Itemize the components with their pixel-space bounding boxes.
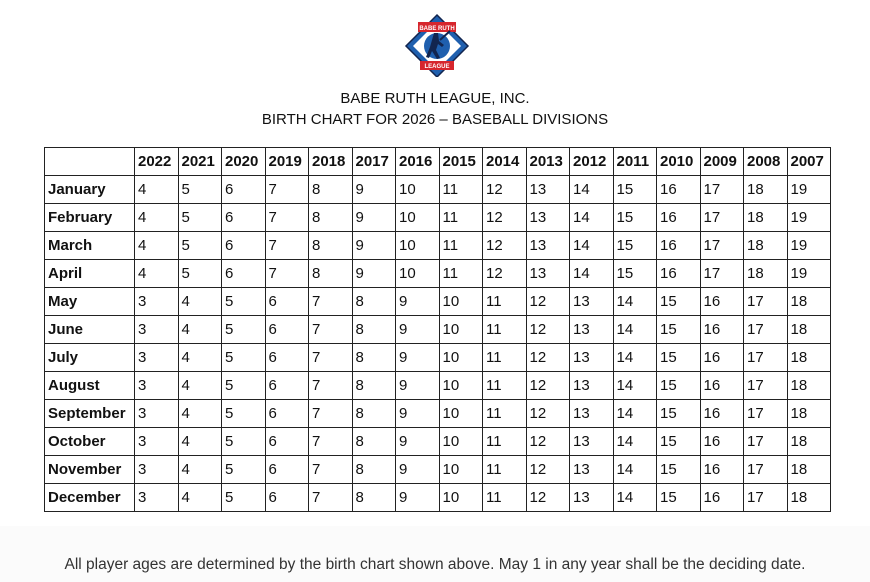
age-cell: 11 [483, 456, 527, 484]
month-label: November [45, 456, 135, 484]
age-cell: 13 [570, 484, 614, 512]
age-cell: 6 [265, 456, 309, 484]
age-cell: 5 [222, 288, 266, 316]
age-cell: 9 [352, 204, 396, 232]
age-cell: 15 [613, 260, 657, 288]
age-cell: 12 [526, 316, 570, 344]
age-cell: 11 [483, 372, 527, 400]
age-cell: 13 [526, 176, 570, 204]
month-label: July [45, 344, 135, 372]
logo-bottom-text: LEAGUE [424, 64, 450, 70]
table-row [45, 176, 831, 204]
age-cell: 10 [439, 372, 483, 400]
age-cell: 15 [657, 344, 701, 372]
year-header-2015: 2015 [439, 148, 483, 176]
age-cell: 18 [787, 316, 831, 344]
age-cell: 14 [613, 288, 657, 316]
age-cell: 5 [178, 176, 222, 204]
age-cell: 18 [787, 428, 831, 456]
age-cell: 4 [178, 400, 222, 428]
age-cell: 7 [265, 204, 309, 232]
age-cell: 16 [700, 484, 744, 512]
age-cell: 4 [135, 232, 179, 260]
age-cell: 6 [265, 316, 309, 344]
age-cell: 5 [178, 204, 222, 232]
age-cell: 13 [526, 204, 570, 232]
age-cell: 5 [222, 456, 266, 484]
age-cell: 12 [526, 372, 570, 400]
age-cell: 8 [352, 428, 396, 456]
age-cell: 13 [570, 372, 614, 400]
age-cell: 10 [396, 232, 440, 260]
age-cell: 10 [396, 176, 440, 204]
year-header-2016: 2016 [396, 148, 440, 176]
age-cell: 8 [309, 204, 353, 232]
age-cell: 15 [657, 456, 701, 484]
age-cell: 11 [439, 260, 483, 288]
age-cell: 10 [439, 428, 483, 456]
year-header-2020: 2020 [222, 148, 266, 176]
age-cell: 10 [396, 204, 440, 232]
age-cell: 6 [265, 372, 309, 400]
age-cell: 19 [787, 260, 831, 288]
age-cell: 6 [265, 484, 309, 512]
age-cell: 6 [222, 176, 266, 204]
age-cell: 4 [135, 260, 179, 288]
age-cell: 3 [135, 484, 179, 512]
age-cell: 9 [396, 400, 440, 428]
age-cell: 14 [570, 232, 614, 260]
age-cell: 13 [570, 400, 614, 428]
age-cell: 17 [700, 204, 744, 232]
age-cell: 8 [352, 400, 396, 428]
age-cell: 6 [265, 400, 309, 428]
age-cell: 12 [483, 176, 527, 204]
age-cell: 7 [309, 400, 353, 428]
age-cell: 6 [265, 428, 309, 456]
age-cell: 17 [744, 456, 788, 484]
month-label: February [45, 204, 135, 232]
year-header-2022: 2022 [135, 148, 179, 176]
year-header-2010: 2010 [657, 148, 701, 176]
age-cell: 7 [309, 372, 353, 400]
age-cell: 11 [483, 484, 527, 512]
age-cell: 12 [483, 260, 527, 288]
age-cell: 5 [222, 484, 266, 512]
age-cell: 9 [396, 288, 440, 316]
age-cell: 3 [135, 400, 179, 428]
age-cell: 18 [787, 344, 831, 372]
age-cell: 13 [570, 316, 614, 344]
age-cell: 10 [439, 288, 483, 316]
month-label: August [45, 372, 135, 400]
age-cell: 6 [222, 260, 266, 288]
age-cell: 17 [744, 400, 788, 428]
age-cell: 8 [352, 372, 396, 400]
table-row [45, 260, 831, 288]
age-cell: 17 [744, 484, 788, 512]
table-row [45, 316, 831, 344]
age-cell: 5 [222, 316, 266, 344]
age-cell: 14 [613, 344, 657, 372]
age-cell: 9 [396, 456, 440, 484]
age-cell: 11 [439, 204, 483, 232]
age-cell: 3 [135, 428, 179, 456]
month-label: April [45, 260, 135, 288]
age-cell: 16 [657, 232, 701, 260]
table-row [45, 288, 831, 316]
age-cell: 16 [700, 400, 744, 428]
age-cell: 11 [439, 176, 483, 204]
month-label: January [45, 176, 135, 204]
year-header-row [45, 148, 831, 176]
age-cell: 7 [309, 288, 353, 316]
table-row [45, 428, 831, 456]
age-cell: 9 [396, 428, 440, 456]
age-cell: 9 [352, 260, 396, 288]
age-cell: 13 [570, 344, 614, 372]
footnote: All player ages are determined by the birth chart shown above. May 1 in any year shall be the deciding date. [64, 556, 806, 573]
age-cell: 9 [352, 232, 396, 260]
age-cell: 11 [483, 400, 527, 428]
month-label: June [45, 316, 135, 344]
age-cell: 9 [396, 344, 440, 372]
age-cell: 13 [570, 456, 614, 484]
age-cell: 15 [657, 428, 701, 456]
age-cell: 11 [439, 232, 483, 260]
age-cell: 12 [526, 428, 570, 456]
age-cell: 18 [787, 372, 831, 400]
year-header-2008: 2008 [744, 148, 788, 176]
age-cell: 17 [744, 316, 788, 344]
age-cell: 8 [309, 232, 353, 260]
year-header-2017: 2017 [352, 148, 396, 176]
table-row [45, 484, 831, 512]
age-cell: 12 [526, 288, 570, 316]
age-cell: 9 [352, 176, 396, 204]
age-cell: 16 [700, 344, 744, 372]
age-cell: 5 [222, 400, 266, 428]
age-cell: 3 [135, 456, 179, 484]
year-header-2007: 2007 [787, 148, 831, 176]
age-cell: 7 [309, 456, 353, 484]
age-cell: 3 [135, 344, 179, 372]
age-cell: 11 [483, 288, 527, 316]
age-cell: 4 [135, 176, 179, 204]
age-cell: 11 [483, 344, 527, 372]
age-cell: 14 [613, 316, 657, 344]
age-cell: 19 [787, 232, 831, 260]
age-cell: 10 [396, 260, 440, 288]
age-cell: 14 [613, 372, 657, 400]
table-row [45, 372, 831, 400]
age-cell: 14 [613, 456, 657, 484]
age-cell: 14 [570, 204, 614, 232]
age-cell: 7 [265, 232, 309, 260]
age-cell: 16 [700, 372, 744, 400]
age-cell: 18 [744, 232, 788, 260]
month-label: May [45, 288, 135, 316]
age-cell: 5 [178, 232, 222, 260]
age-cell: 16 [657, 176, 701, 204]
age-cell: 18 [787, 288, 831, 316]
age-cell: 14 [570, 176, 614, 204]
month-label: December [45, 484, 135, 512]
age-cell: 12 [526, 400, 570, 428]
age-cell: 15 [613, 204, 657, 232]
age-cell: 10 [439, 484, 483, 512]
age-cell: 9 [396, 316, 440, 344]
age-cell: 6 [265, 288, 309, 316]
year-header-2011: 2011 [613, 148, 657, 176]
age-cell: 4 [178, 316, 222, 344]
year-header-2013: 2013 [526, 148, 570, 176]
table-row [45, 204, 831, 232]
age-cell: 16 [700, 316, 744, 344]
age-cell: 13 [570, 288, 614, 316]
chart-title: BIRTH CHART FOR 2026 – BASEBALL DIVISIONS [261, 111, 609, 128]
age-cell: 18 [744, 204, 788, 232]
age-cell: 19 [787, 176, 831, 204]
age-cell: 12 [526, 484, 570, 512]
month-label: March [45, 232, 135, 260]
age-cell: 15 [657, 372, 701, 400]
age-cell: 10 [439, 456, 483, 484]
age-cell: 15 [657, 288, 701, 316]
age-cell: 7 [265, 176, 309, 204]
age-cell: 4 [178, 344, 222, 372]
age-cell: 7 [309, 316, 353, 344]
table-row [45, 232, 831, 260]
age-cell: 3 [135, 316, 179, 344]
age-cell: 4 [178, 484, 222, 512]
age-cell: 14 [613, 428, 657, 456]
age-cell: 18 [787, 400, 831, 428]
year-header-2012: 2012 [570, 148, 614, 176]
age-cell: 9 [396, 372, 440, 400]
age-cell: 16 [700, 456, 744, 484]
age-cell: 11 [483, 428, 527, 456]
age-cell: 10 [439, 344, 483, 372]
age-cell: 7 [309, 428, 353, 456]
age-cell: 14 [613, 400, 657, 428]
age-cell: 17 [744, 344, 788, 372]
age-cell: 8 [352, 344, 396, 372]
age-cell: 11 [483, 316, 527, 344]
corner-cell [45, 148, 135, 176]
age-cell: 13 [570, 428, 614, 456]
age-cell: 8 [309, 176, 353, 204]
age-cell: 13 [526, 260, 570, 288]
age-cell: 12 [526, 456, 570, 484]
age-cell: 8 [352, 316, 396, 344]
age-cell: 12 [483, 204, 527, 232]
age-cell: 15 [657, 484, 701, 512]
age-cell: 8 [309, 260, 353, 288]
age-cell: 14 [613, 484, 657, 512]
age-cell: 4 [135, 204, 179, 232]
age-cell: 15 [657, 316, 701, 344]
table-row [45, 344, 831, 372]
age-cell: 17 [744, 288, 788, 316]
age-cell: 17 [700, 260, 744, 288]
age-cell: 19 [787, 204, 831, 232]
age-cell: 18 [744, 260, 788, 288]
age-cell: 18 [787, 484, 831, 512]
age-cell: 9 [396, 484, 440, 512]
age-cell: 6 [222, 232, 266, 260]
age-cell: 15 [657, 400, 701, 428]
babe-ruth-league-logo [404, 13, 470, 77]
age-cell: 16 [700, 288, 744, 316]
age-cell: 7 [309, 484, 353, 512]
age-cell: 4 [178, 288, 222, 316]
age-cell: 5 [222, 344, 266, 372]
age-cell: 16 [700, 428, 744, 456]
age-cell: 5 [222, 372, 266, 400]
month-label: September [45, 400, 135, 428]
age-cell: 10 [439, 400, 483, 428]
age-cell: 16 [657, 204, 701, 232]
age-cell: 14 [570, 260, 614, 288]
age-cell: 4 [178, 456, 222, 484]
age-cell: 17 [700, 232, 744, 260]
age-cell: 12 [483, 232, 527, 260]
age-cell: 7 [309, 344, 353, 372]
year-header-2021: 2021 [178, 148, 222, 176]
age-cell: 6 [265, 344, 309, 372]
age-cell: 4 [178, 428, 222, 456]
month-label: October [45, 428, 135, 456]
age-cell: 17 [744, 372, 788, 400]
table-row [45, 456, 831, 484]
age-cell: 3 [135, 372, 179, 400]
year-header-2019: 2019 [265, 148, 309, 176]
age-cell: 15 [613, 232, 657, 260]
age-cell: 8 [352, 484, 396, 512]
age-cell: 7 [265, 260, 309, 288]
age-cell: 18 [744, 176, 788, 204]
age-cell: 10 [439, 316, 483, 344]
organization-name: BABE RUTH LEAGUE, INC. [340, 90, 530, 107]
year-header-2018: 2018 [309, 148, 353, 176]
age-cell: 8 [352, 288, 396, 316]
age-cell: 12 [526, 344, 570, 372]
year-header-2014: 2014 [483, 148, 527, 176]
age-cell: 13 [526, 232, 570, 260]
birth-chart-table [44, 147, 831, 512]
age-cell: 3 [135, 288, 179, 316]
age-cell: 6 [222, 204, 266, 232]
age-cell: 5 [222, 428, 266, 456]
table-row [45, 400, 831, 428]
age-cell: 16 [657, 260, 701, 288]
age-cell: 15 [613, 176, 657, 204]
age-cell: 18 [787, 456, 831, 484]
age-cell: 17 [700, 176, 744, 204]
year-header-2009: 2009 [700, 148, 744, 176]
logo-top-text: BABE RUTH [419, 26, 455, 32]
age-cell: 4 [178, 372, 222, 400]
age-cell: 5 [178, 260, 222, 288]
age-cell: 17 [744, 428, 788, 456]
age-cell: 8 [352, 456, 396, 484]
